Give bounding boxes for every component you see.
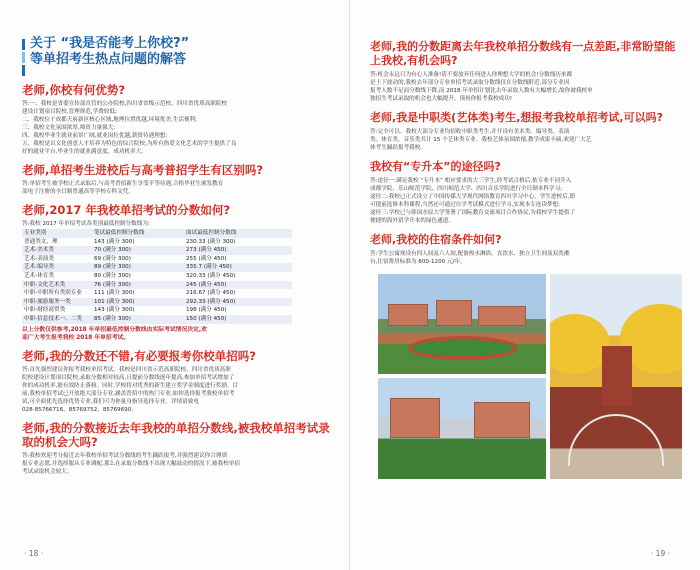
question-heading-2017-scores: 老师,2017 年我校单招考试的分数如何? <box>22 203 231 217</box>
answer-line: 答:机会永远只为有心人准备!请不要放弃任何进入你理想大学的机会!分数线历来都 <box>370 72 573 78</box>
table-cell: 230.33 (满分 300) <box>186 238 236 245</box>
answer-line: 答:单招考生被学校正式录取后,与高考普招新生享受平等待遇,合格毕业生颁发教育 <box>22 181 224 187</box>
answer-line: 好的就业平台,毕业生的就业满意度、成功机率大。 <box>22 149 147 155</box>
table-row <box>22 315 292 324</box>
banner-accent-bars <box>22 39 25 76</box>
score-disclaimer <box>22 326 331 342</box>
table-cell: 艺术-编导类 <box>22 263 92 272</box>
table-cell: 273 (满分 450) <box>184 246 292 255</box>
answer-line: 是上下波动的,我校去年部分专业单招考试录取分数线仅在分数线附近,部分专业因 <box>370 80 570 86</box>
table-cell: 292.33 (满分 450) <box>184 298 292 307</box>
answer-line: 考试录取机会较大。 <box>22 468 73 475</box>
score-intro: 答:我校 2017 年单招考试各类别最低控制分数线为: <box>22 221 150 227</box>
question-heading-dormitory: 老师,我校的住宿条件如何? <box>370 233 502 246</box>
table-row <box>22 255 292 264</box>
table-cell: 85 (满分 300) <box>92 315 184 324</box>
banner-title-line1: 关于 “我是否能考上你校?” <box>30 36 190 51</box>
answer-line: 答:学生公寓现设有四人间及六人间,配备热水淋浴、直饮水、独立卫生间及双洗漱 <box>370 251 570 257</box>
table-cell: 198 (满分 450) <box>186 307 227 314</box>
answer-line: 028-85766716、85769752、85769690。 <box>22 406 137 413</box>
table-cell: 中职-信息技术一、二类 <box>22 315 92 324</box>
table-row <box>22 238 292 247</box>
right-page <box>350 0 700 570</box>
answer-line: 途径三:学校已与韩国水原大学签署了国际教育交流项目合作协议,为我校学生提供了 <box>370 210 576 216</box>
question-heading-good-score: 老师,我的分数还不错,有必要报考你校单招吗? <box>22 348 256 363</box>
answer-vocational <box>370 128 680 152</box>
campus-ginkgo-building-photo <box>550 274 682 479</box>
banner-title-line2: 等单招考生热点问题的解答 <box>30 52 187 67</box>
question-heading-difference: 老师,单招考生进校后与高考普招学生有区别吗? <box>22 163 264 177</box>
answer-line: 二、我校位于成都天府新区核心区域,地理位置优越,环境优美,生活便利; <box>22 117 198 123</box>
answer-line: 建设计划项目院校,管理规范,学费较低; <box>22 109 117 115</box>
table-cell: 143 (满分 300) <box>94 307 135 314</box>
table-header-cell: 笔试最低控制分数线 <box>92 229 184 238</box>
table-cell: 普通类文、理 <box>24 238 58 245</box>
answer-dormitory <box>370 250 680 266</box>
campus-street-photo <box>378 378 546 479</box>
campus-photo-collage <box>370 274 680 479</box>
answer-line: 答:途径一:满足我校 “专升本” 相应要求的大三学生,经考试合格后,依专业不同升入 <box>370 178 572 184</box>
answer-line: 部电子注册的全日制普通高等学校专科文凭。 <box>22 189 134 195</box>
table-cell: 76 (满分 300) <box>92 281 184 290</box>
table-cell: 69 (满分 300) <box>94 255 131 262</box>
table-cell: 89 (满分 300) <box>92 263 184 272</box>
answer-line: 可提前选修本科课程,当然还可通过自学考试模式进行学习,实现本专连读梦想; <box>370 202 561 208</box>
table-cell: 150 (满分 450) <box>184 315 292 324</box>
table-row <box>22 289 292 298</box>
page-number-right: · 19 · <box>650 549 670 558</box>
table-cell: 中职-财经商贸类 <box>24 307 66 314</box>
table-cell: 101 (满分 300) <box>92 298 184 307</box>
answer-line: 独招生考试录取的机会也大幅提升。预祝你报考我校成功! <box>370 96 513 102</box>
table-header-cell: 面试最低控制分数线 <box>184 229 292 238</box>
answer-difference <box>22 180 331 196</box>
table-cell: 143 (满分 300) <box>94 238 135 245</box>
answer-near-cutoff <box>22 452 331 476</box>
answer-line: 答:我校欢迎考分接近去年我校单招考试分数线的考生踊跃报考,并强烈建议你合理填 <box>22 452 228 459</box>
question-heading-vocational: 老师,我是中职类(艺体类)考生,想报考我校单招考试,可以吗? <box>370 111 663 124</box>
answer-line: 台,住宿费用标准为 800-1200 元/年。 <box>370 259 466 265</box>
answer-line: 院校建设计划项目院校,录取分数相对较高,且提前分数线逐年提高,参加单招考试增加了 <box>22 374 235 381</box>
answer-upgrade <box>370 177 680 225</box>
table-row <box>22 263 292 272</box>
table-cell: 80 (满分 300) <box>94 272 131 279</box>
table-cell: 艺术-表演类 <box>24 255 54 262</box>
table-cell: 111 (满分 300) <box>94 290 135 297</box>
answer-line: 报专业志愿,并选择服从专业调配,那么在录取分数线不出现大幅波动的情况下,被我校单招 <box>22 460 240 467</box>
question-heading-below-cutoff: 老师,我的分数距离去年我校单招分数线有一点差距,非常盼望能上我校,有机会吗? <box>370 40 676 67</box>
answer-line: 类、体育类、音乐类共计 15 个艺体类专业。我校艺体氛围浓郁,教学成果丰硕,欢迎广大艺 <box>370 137 592 143</box>
table-row <box>22 306 292 315</box>
answer-advantages <box>22 100 331 156</box>
question-heading-near-cutoff: 老师,我的分数接近去年我校的单招分数线,被我校单招考试录取的机会大吗? <box>22 420 330 449</box>
disclaimer-line: 以上分数仅供参考,2018 年单招最低控制分数线由实际考试情况决定,欢 <box>22 326 207 333</box>
answer-line: 报考人数不足而分数线下降,而 2018 年单招计划比去年录取人数有大幅增长,故你被我校单 <box>370 88 593 94</box>
answer-line: 前,我校单招考试已开放绝大部分专业,涵盖普招中的热门专业,如你选择报考我校单招考 <box>22 390 235 397</box>
answer-line: 试,可全面优先选择优势专业,我们可为你量身指导选择专业。详情请致电 <box>22 398 199 405</box>
page-number-left: · 18 · <box>24 549 44 558</box>
table-cell: 艺术-美术类 <box>22 246 92 255</box>
table-row <box>22 281 292 290</box>
table-row <box>22 298 292 307</box>
table-cell: 255 (满分 450) <box>186 255 227 262</box>
answer-line: 你的成功机率,能有效防止落榜。同时,学校将对优秀的新生建立奖学金制度进行奖励。目 <box>22 382 239 389</box>
table-cell: 中职-文化艺术类 <box>22 281 92 290</box>
table-cell: 335.7 (满分 450) <box>184 263 292 272</box>
faq-banner <box>22 36 331 76</box>
table-row <box>22 272 292 281</box>
score-table <box>22 229 292 324</box>
table-cell: 320.33 (满分 450) <box>186 272 236 279</box>
answer-line: 五、我校是以文化创意人才培养为特色的综合院校,为所有热爱文化艺术的学生提供了良 <box>22 141 237 147</box>
answer-line: 三、我校文化氛围浓厚,师资力量强大; <box>22 125 116 131</box>
answer-good-score <box>22 366 331 414</box>
answer-below-cutoff <box>370 71 680 103</box>
table-header-cell: 专业类别 <box>22 229 92 238</box>
answer-line: 四、我校毕业生就业前景广阔,就业岗位优越,薪资待遇理想; <box>22 133 168 139</box>
answer-line: 答:一、我校是省委宣传部直管的公办院校,四川省省级示范校、四川省优质高职院校 <box>22 101 228 107</box>
table-cell: 245 (满分 450) <box>184 281 292 290</box>
question-heading-upgrade: 我校有“专升本”的途径吗? <box>370 160 501 173</box>
answer-line: 途径二:我校已正式设立了中国传媒大学现代网络教育四川学习中心。学生进校后,即 <box>370 194 576 200</box>
table-row <box>22 246 292 255</box>
disclaimer-line: 迎广大考生报考我校 2018 年单招考试。 <box>22 334 130 341</box>
table-cell: 中职-中职所有类别专业 <box>24 290 82 297</box>
question-heading-advantages: 老师,你校有何优势? <box>22 83 126 97</box>
campus-aerial-photo <box>378 274 546 374</box>
score-table-header <box>22 229 292 238</box>
answer-line: 便捷的海外留学升本的绿色通道。 <box>370 218 454 224</box>
table-cell: 70 (满分 300) <box>92 246 184 255</box>
table-cell: 中职-旅游服务一类 <box>22 298 92 307</box>
answer-line: 答:首先强烈建议你报考我校单招考试。我校是四川省示范高职院校、四川省优质高职 <box>22 366 231 373</box>
answer-line: 体考生踊跃报考我校。 <box>370 145 426 151</box>
answer-line: 答:完全可以。我校大部分专业均招收中职类考生,并开设有美术类、编导类、表演 <box>370 129 570 135</box>
table-cell: 艺术-体育类 <box>24 272 54 279</box>
answer-line: 成都学院、乐山师范学院、四川师范大学、四川音乐学院进行全日制本科学习; <box>370 186 563 192</box>
table-cell: 216.67 (满分 450) <box>186 290 236 297</box>
